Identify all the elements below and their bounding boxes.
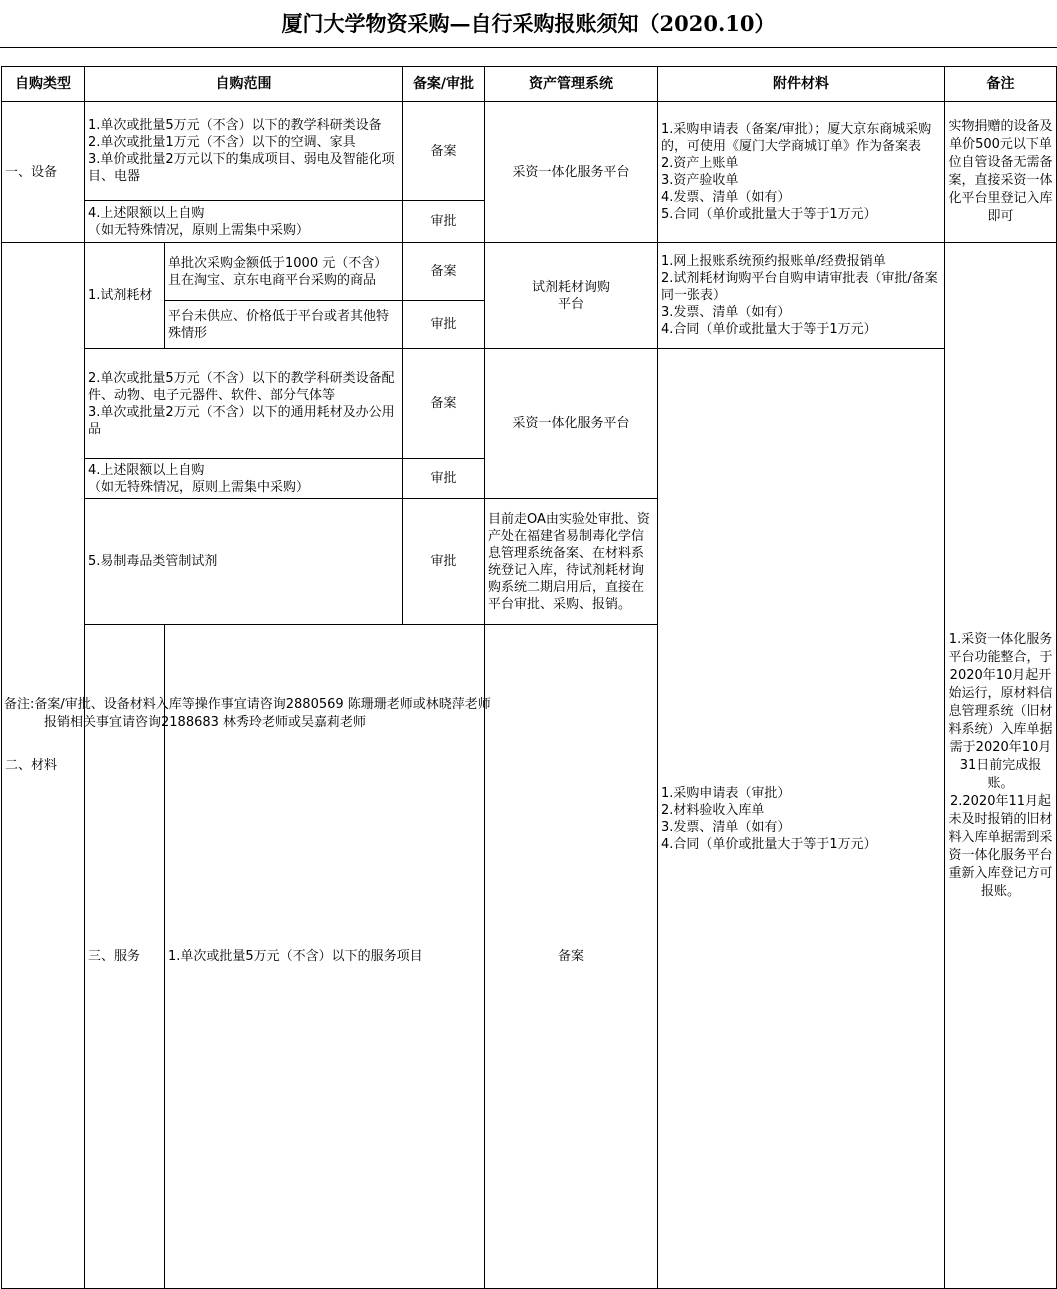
procurement-table: [1, 66, 1057, 1289]
materials-status-5: 审批: [403, 499, 485, 625]
materials-scope-23: 2.单次或批量5万元（不含）以下的教学科研类设备配件、动物、电子元器件、软件、部分气体等 3.单次或批量2万元（不含）以下的通用耗材及办公用品: [85, 349, 403, 459]
materials-remark: 1.采资一体化服务平台功能整合，于2020年10月起开始运行，原材料信息管理系统（旧材料系统）入库单据需于2020年10月31日前完成报账。 2.2020年11月起未及时报销的旧材料入库单据需到采资一体化服务平台重新入库登记方可报账。: [945, 243, 1057, 1289]
header-attachments: 附件材料: [658, 67, 945, 102]
materials-status-23: 备案: [403, 349, 485, 459]
reagent-sub-2: 平台未供应、价格低于平台或者其他特殊情形: [165, 301, 403, 349]
equipment-status-2: 审批: [403, 201, 485, 243]
service-scope: 1.单次或批量5万元（不含）以下的服务项目: [165, 625, 485, 1289]
service-status: 备案: [485, 625, 658, 1289]
materials-system-5: 目前走OA由实验处审批、资产处在福建省易制毒化学信息管理系统备案、在材料系统登记入库，待试剂耗材询购系统二期启用后，直接在平台审批、采购、报销。: [485, 499, 658, 625]
materials-scope-4: 4.上述限额以上自购 （如无特殊情况，原则上需集中采购）: [85, 459, 403, 499]
table-row: [2, 102, 1057, 201]
footer-line-2: 报销相关事宜请咨询2188683 林秀玲老师或吴嘉莉老师: [44, 715, 367, 730]
reagent-label: 1.试剂耗材: [85, 243, 165, 349]
materials-system-23: 采资一体化服务平台: [485, 349, 658, 499]
equipment-system: 采资一体化服务平台: [485, 102, 658, 243]
header-status: 备案/审批: [403, 67, 485, 102]
equipment-remark: 实物捐赠的设备及单价500元以下单位自管设备无需备案，直接采资一体化平台里登记入库即可: [945, 102, 1057, 243]
header-type: 自购类型: [2, 67, 85, 102]
footer-notes: [4, 696, 491, 732]
equipment-scope-1: 1.单次或批量5万元（不含）以下的教学科研类设备 2.单次或批量1万元（不含）以下的空调、家具 3.单价或批量2万元以下的集成项目、弱电及智能化项目、电器: [85, 102, 403, 201]
equipment-scope-2: 4.上述限额以上自购 （如无特殊情况，原则上需集中采购）: [85, 201, 403, 243]
equipment-attachments: 1.采购申请表（备案/审批）；厦大京东商城采购的，可使用《厦门大学商城订单》作为备案表 2.资产上账单 3.资产验收单 4.发票、清单（如有） 5.合同（单价或批量大于等于1万元）: [658, 102, 945, 243]
reagent-system: 试剂耗材询购 平台: [485, 243, 658, 349]
reagent-sub-1: 单批次采购金额低于1000 元（不含）且在淘宝、京东电商平台采购的商品: [165, 243, 403, 301]
header-scope: 自购范围: [85, 67, 403, 102]
equipment-status-1: 备案: [403, 102, 485, 201]
footer-line-1: 备注:备案/审批、设备材料入库等操作事宜请咨询2880569 陈珊珊老师或林晓萍老师: [4, 697, 491, 712]
reagent-attachments: 1.网上报账系统预约报账单/经费报销单 2.试剂耗材询购平台自购申请审批表（审批/备案同一张表） 3.发票、清单（如有） 4.合同（单价或批量大于等于1万元）: [658, 243, 945, 349]
header-system: 资产管理系统: [485, 67, 658, 102]
table-row: [2, 243, 1057, 301]
table-row: [2, 349, 1057, 459]
materials-scope-5: 5.易制毒品类管制试剂: [85, 499, 403, 625]
table-header-row: [2, 67, 1057, 102]
materials-attachments-other: 1.采购申请表（审批） 2.材料验收入库单 3.发票、清单（如有） 4.合同（单价或批量大于等于1万元）: [658, 349, 945, 1289]
reagent-status-2: 审批: [403, 301, 485, 349]
type-materials: 二、材料: [2, 243, 85, 1289]
type-service: 三、服务: [85, 625, 165, 1289]
reagent-status-1: 备案: [403, 243, 485, 301]
header-remark: 备注: [945, 67, 1057, 102]
type-equipment: 一、设备: [2, 102, 85, 243]
materials-status-4: 审批: [403, 459, 485, 499]
page-title: 厦门大学物资采购—自行采购报账须知（2020.10）: [0, 0, 1057, 48]
